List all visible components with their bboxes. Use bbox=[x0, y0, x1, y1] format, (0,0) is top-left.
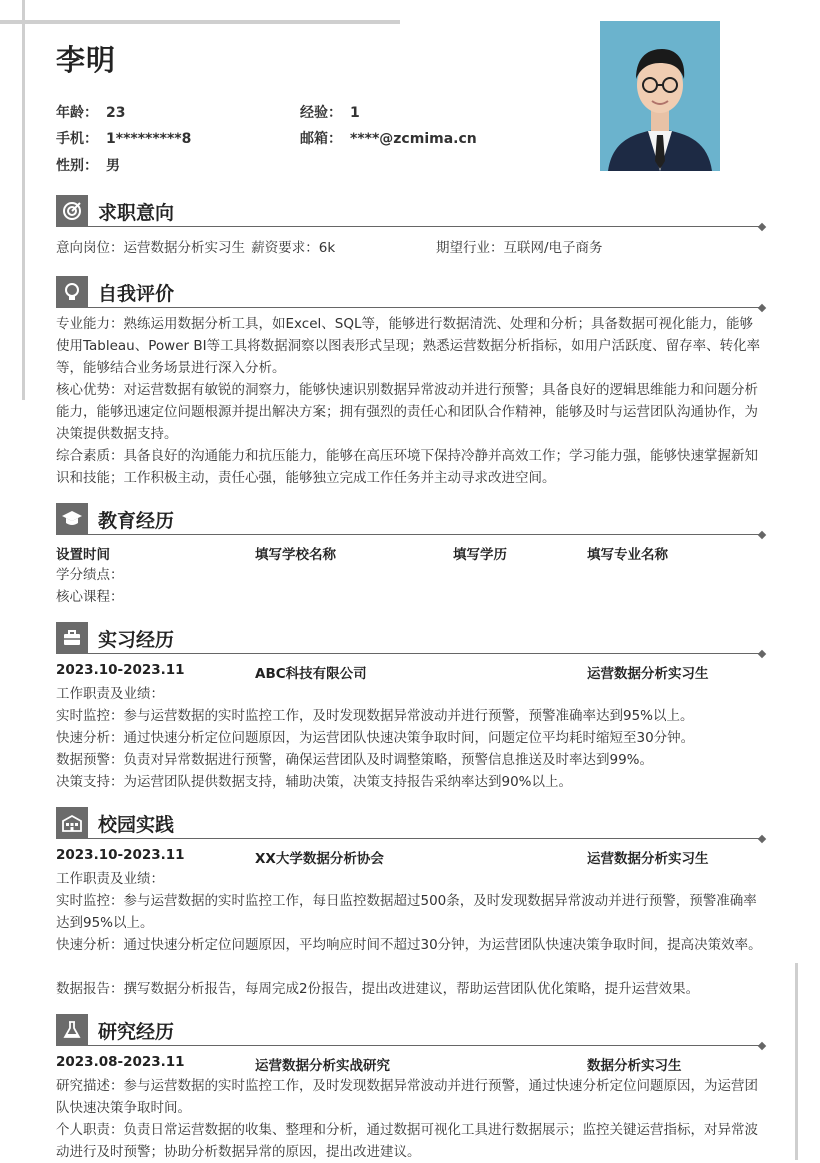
section-title-campus: 校园实践 bbox=[98, 814, 175, 836]
campus-item: 数据报告：撰写数据分析报告，每周完成2份报告，提出改进建议，帮助运营团队优化策略，提升运营效果。 bbox=[56, 981, 700, 997]
education-degree: 填写学历 bbox=[453, 547, 507, 563]
section-header-campus bbox=[56, 807, 765, 839]
intent-industry: 期望行业：互联网/电子商务 bbox=[436, 240, 603, 256]
education-courses: 核心课程： bbox=[56, 589, 124, 605]
intent-position: 意向岗位：运营数据分析实习生 bbox=[56, 240, 245, 256]
campus-period: 2023.10-2023.11 bbox=[56, 847, 185, 863]
research-project: 运营数据分析实战研究 bbox=[255, 1058, 390, 1074]
education-gpa: 学分绩点： bbox=[56, 567, 124, 583]
section-title-intent: 求职意向 bbox=[98, 202, 175, 224]
internship-period: 2023.10-2023.11 bbox=[56, 662, 185, 678]
gender-field: 性别： 男 bbox=[56, 158, 120, 174]
age-field: 年龄： 23 bbox=[56, 105, 126, 121]
lightbulb-icon bbox=[56, 276, 88, 308]
section-header-intent bbox=[56, 195, 765, 227]
research-row bbox=[56, 1054, 765, 1074]
email-field: 邮箱： ****@zcmima.cn bbox=[300, 131, 477, 147]
target-icon bbox=[56, 195, 88, 227]
research-description: 研究描述：参与运营数据的实时监控工作，及时发现数据异常波动并进行预警，通过快速分析定位问题原因，为运营团队快速决策争取时间。 bbox=[56, 1078, 758, 1116]
building-icon bbox=[56, 807, 88, 839]
internship-item: 实时监控：参与运营数据的实时监控工作，及时发现数据异常波动并进行预警，预警准确率达到95%以上。 bbox=[56, 708, 694, 724]
internship-row bbox=[56, 662, 765, 682]
profile-photo bbox=[600, 21, 720, 171]
self-eval-strengths: 核心优势：对运营数据有敏锐的洞察力，能够快速识别数据异常波动并进行预警；具备良好的逻辑思维能力和问题分析能力，能够迅速定位问题根源并提出解决方案；拥有强烈的责任心和团队合作精神，能够及时与运营团队沟通协作，为决策提供数据支持。 bbox=[56, 382, 758, 442]
section-header-research bbox=[56, 1014, 765, 1046]
campus-item: 快速分析：通过快速分析定位问题原因，平均响应时间不超过30分钟，为运营团队快速决策争取时间，提高决策效率。 bbox=[56, 937, 762, 953]
intent-salary: 薪资要求：6k bbox=[251, 240, 336, 256]
campus-item: 实时监控：参与运营数据的实时监控工作，每日监控数据超过500条，及时发现数据异常波动并进行预警，预警准确率达到95%以上。 bbox=[56, 893, 757, 931]
section-header-self-eval bbox=[56, 276, 765, 308]
section-title-self-eval: 自我评价 bbox=[98, 283, 175, 305]
education-school: 填写学校名称 bbox=[255, 547, 336, 563]
internship-duties-label: 工作职责及业绩： bbox=[56, 686, 164, 702]
decorative-left-bar bbox=[22, 0, 25, 400]
internship-item: 快速分析：通过快速分析定位问题原因，为运营团队快速决策争取时间，问题定位平均耗时缩短至30分钟。 bbox=[56, 730, 695, 746]
education-row bbox=[56, 543, 765, 563]
section-header-internship bbox=[56, 622, 765, 654]
briefcase-icon bbox=[56, 622, 88, 654]
internship-role: 运营数据分析实习生 bbox=[587, 666, 709, 682]
intent-line bbox=[56, 237, 765, 259]
graduation-cap-icon bbox=[56, 503, 88, 535]
experience-field: 经验： 1 bbox=[300, 105, 360, 121]
research-period: 2023.08-2023.11 bbox=[56, 1054, 185, 1070]
section-header-education bbox=[56, 503, 765, 535]
self-eval-professional: 专业能力：熟练运用数据分析工具，如Excel、SQL等，能够进行数据清洗、处理和分析；具备数据可视化能力，能够使用Tableau、Power BI等工具将数据洞察以图表形式呈现；熟悉运营数据分析指标，如用户活跃度、留存率、转化率等，能够结合业务场景进行深入分析。 bbox=[56, 316, 761, 376]
campus-role: 运营数据分析实习生 bbox=[587, 851, 709, 867]
section-title-education: 教育经历 bbox=[98, 510, 175, 532]
internship-item: 数据预警：负责对异常数据进行预警，确保运营团队及时调整策略，预警信息推送及时率达到99%。 bbox=[56, 752, 654, 768]
research-duty: 个人职责：负责日常运营数据的收集、整理和分析，通过数据可视化工具进行数据展示；监控关键运营指标，对异常波动进行及时预警；协助分析数据异常的原因，提出改进建议。 bbox=[56, 1122, 758, 1160]
internship-company: ABC科技有限公司 bbox=[255, 666, 367, 682]
section-title-research: 研究经历 bbox=[98, 1021, 175, 1043]
research-role: 数据分析实习生 bbox=[587, 1058, 682, 1074]
section-title-internship: 实习经历 bbox=[98, 629, 175, 651]
phone-field: 手机： 1*********8 bbox=[56, 131, 192, 147]
campus-row bbox=[56, 847, 765, 867]
decorative-right-bar bbox=[795, 963, 798, 1160]
campus-duties-label: 工作职责及业绩： bbox=[56, 871, 164, 887]
education-time: 设置时间 bbox=[56, 547, 110, 563]
flask-icon bbox=[56, 1014, 88, 1046]
candidate-name: 李明 bbox=[56, 43, 117, 77]
decorative-top-bar bbox=[0, 20, 400, 24]
campus-org: XX大学数据分析协会 bbox=[255, 851, 384, 867]
internship-item: 决策支持：为运营团队提供数据支持，辅助决策，决策支持报告采纳率达到90%以上。 bbox=[56, 774, 573, 790]
education-major: 填写专业名称 bbox=[587, 547, 668, 563]
self-eval-quality: 综合素质：具备良好的沟通能力和抗压能力，能够在高压环境下保持冷静并高效工作；学习能力强，能够快速掌握新知识和技能；工作积极主动，责任心强，能够独立完成工作任务并主动寻求改进空间。 bbox=[56, 448, 758, 486]
